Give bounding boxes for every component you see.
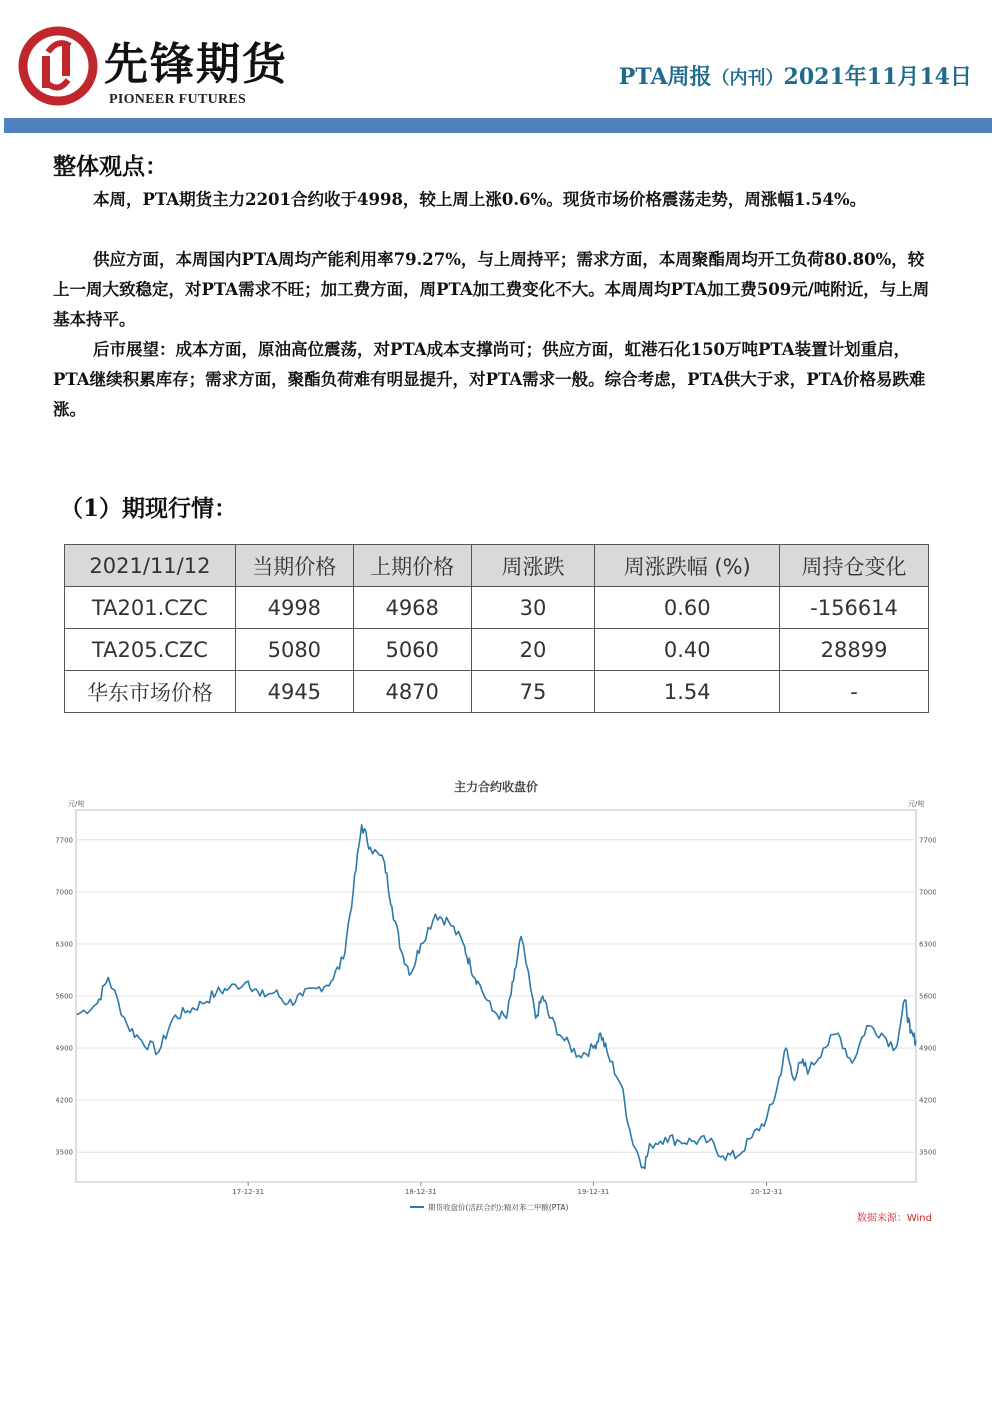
y-tick-label: 4200 [56,1096,73,1105]
report-title-main: PTA周报 [618,64,712,90]
y-tick-label: 7700 [919,836,936,845]
table-cell: 4968 [353,587,471,629]
column-header: 2021/11/12 [65,545,236,587]
table-cell: 28899 [780,629,929,671]
table-row [65,671,929,713]
table-cell: 华东市场价格 [65,671,236,713]
quote-table [64,544,929,713]
brand-name-en: PIONEER FUTURES [109,92,247,107]
summary-paragraph-3: 后市展望：成本方面，原油高位震荡，对PTA成本支撑尚可；供应方面，虹港石化150万吨PTA装置计划重启，PTA继续积累库存；需求方面，聚酯负荷难有明显提升，对PTA需求一般。综合考虑，PTA供大于求，PTA价格易跌难涨。 [53,340,926,419]
table-cell: 5080 [235,629,353,671]
y-tick-label: 3500 [56,1148,73,1157]
y-tick-label: 4900 [919,1044,936,1053]
table-cell: - [780,671,929,713]
table-cell: 4998 [235,587,353,629]
y-tick-label: 7000 [919,888,936,897]
table-cell: 4870 [353,671,471,713]
x-tick-label: 18-12-31 [404,1188,437,1196]
table-row [65,629,929,671]
y-tick-label: 4900 [56,1044,73,1053]
table-cell: 1.54 [595,671,780,713]
price-chart [56,770,936,1230]
table-cell: 5060 [353,629,471,671]
page-header [0,0,992,135]
y-tick-label: 5600 [919,992,936,1001]
table-cell: 0.60 [595,587,780,629]
y-tick-label: 3500 [919,1148,936,1157]
y-axis-label-left: 元/吨 [68,800,85,808]
column-header: 周持仓变化 [780,545,929,587]
chart-title: 主力合约收盘价 [453,780,539,794]
column-header: 当期价格 [235,545,353,587]
y-tick-label: 5600 [56,992,73,1001]
table-cell: 30 [471,587,595,629]
summary-paragraph-2: 供应方面，本周国内PTA周均产能利用率79.27%，与上周持平；需求方面，本周聚酯周均开工负荷80.80%，较上一周大致稳定，对PTA需求不旺；加工费方面，周PTA加工费变化不大。本周周均PTA加工费509元/吨附近，与上周基本持平。 [53,250,930,329]
chart-grid [76,810,916,1182]
table-cell: 0.40 [595,629,780,671]
x-tick-label: 19-12-31 [577,1188,610,1196]
price-chart-svg [56,770,936,1230]
table-cell: 75 [471,671,595,713]
legend-label: 期货收盘价(活跃合约):精对苯二甲酸(PTA) [428,1203,569,1212]
y-tick-label: 6300 [56,940,73,949]
table-cell: 20 [471,629,595,671]
y-tick-label: 7700 [56,836,73,845]
quotes-heading: （1）期现行情： [60,495,238,522]
report-title-sub: （内刊） [711,68,784,89]
summary-paragraph-1: 本周，PTA期货主力2201合约收于4998，较上周上涨0.6%。现货市场价格震荡走势，周涨幅1.54%。 [93,190,867,209]
table-cell: TA205.CZC [65,629,236,671]
x-tick-label: 20-12-31 [750,1188,783,1196]
y-tick-label: 7000 [56,888,73,897]
column-header: 周涨跌幅 (%) [595,545,780,587]
x-tick-label: 17-12-31 [232,1188,265,1196]
column-header: 上期价格 [353,545,471,587]
data-source: 数据来源：Wind [856,1213,932,1224]
header-divider-bar [4,118,992,133]
x-tick-labels [232,1182,782,1196]
table-cell: -156614 [780,587,929,629]
y-tick-label: 4200 [919,1096,936,1105]
report-title [619,60,972,91]
summary-heading: 整体观点： [53,153,168,180]
series-line-pta [77,825,916,1169]
column-header: 周涨跌 [471,545,595,587]
brand-name-cn: 先锋期货 [104,39,288,90]
table-cell: TA201.CZC [65,587,236,629]
table-row [65,587,929,629]
y-tick-label: 6300 [919,940,936,949]
pioneer-logo-icon [18,26,98,106]
table-header-row [65,545,929,587]
y-axis-label-right: 元/吨 [908,800,925,808]
table-cell: 4945 [235,671,353,713]
report-date: 2021年11月14日 [783,64,972,90]
